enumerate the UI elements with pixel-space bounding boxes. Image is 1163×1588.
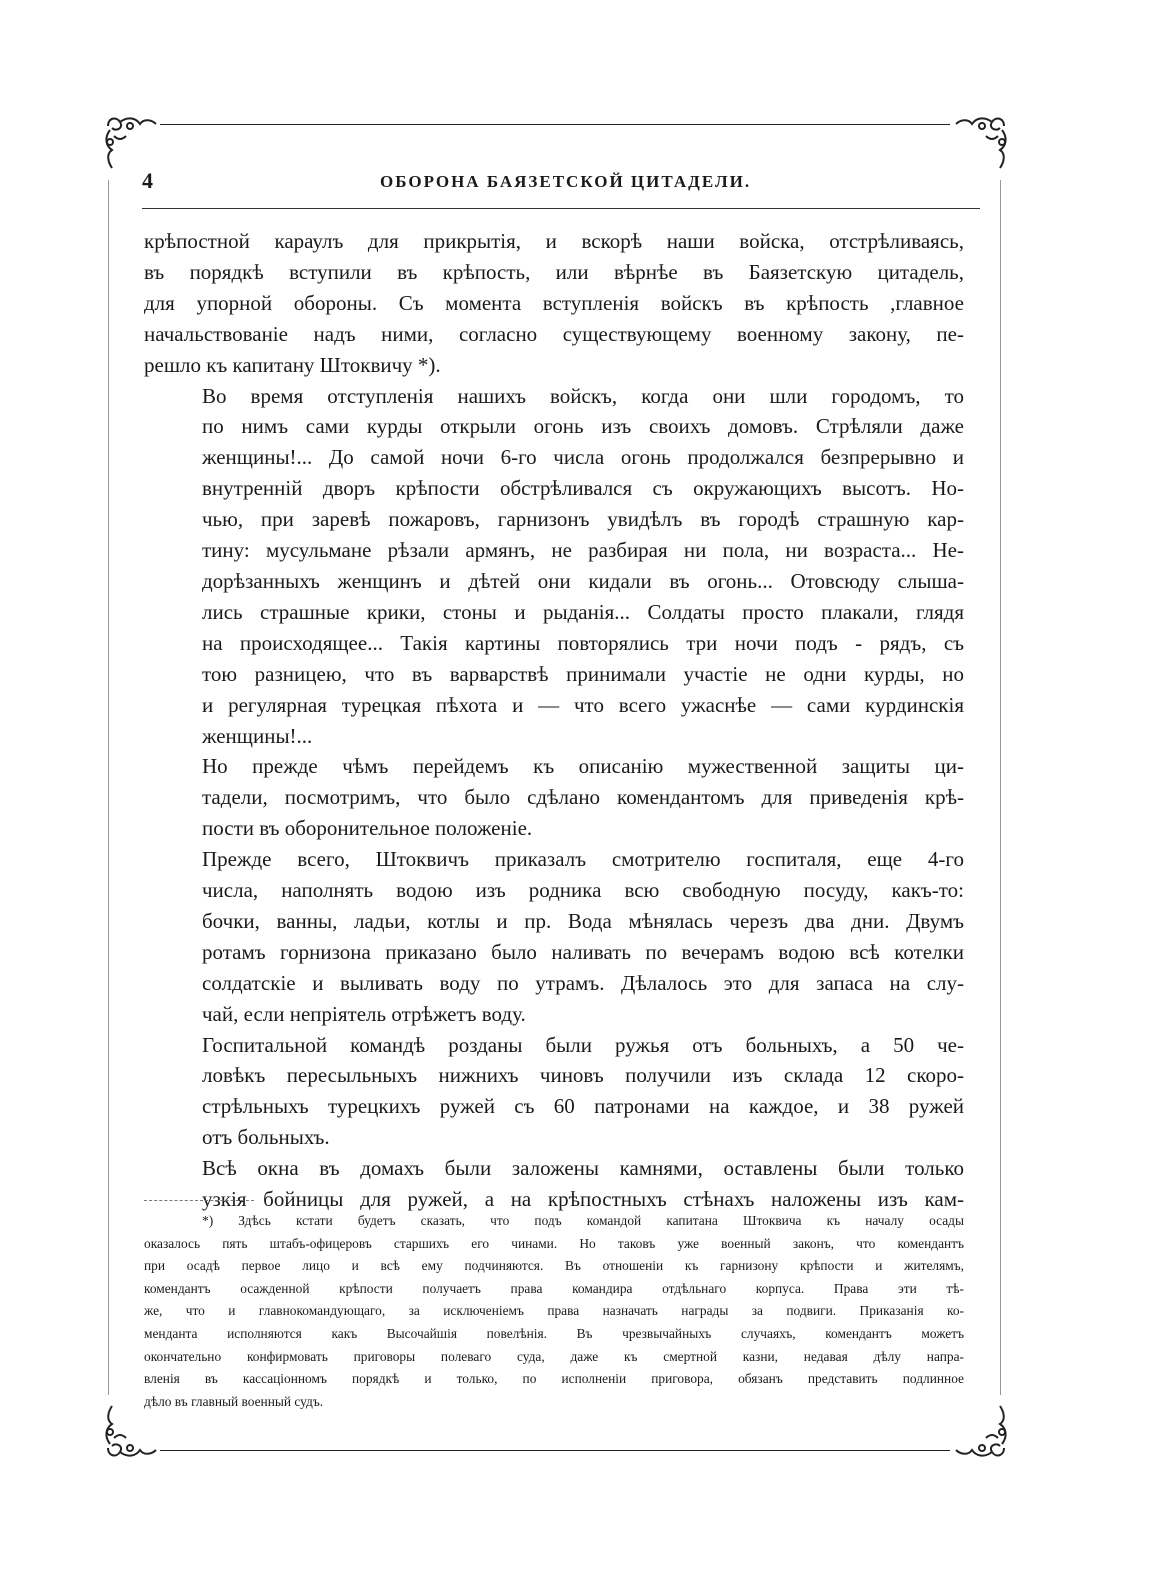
frame-left-rule xyxy=(108,180,109,1395)
text-line: Но прежде чѣмъ перейдемъ къ описанію мужественной защиты ци- xyxy=(202,754,964,779)
page-number: 4 xyxy=(142,168,153,193)
text-line: женщины!... До самой ночи 6-го числа огонь продолжался безпрерывно и xyxy=(202,445,964,470)
footnote-line: *) Здѣсь кстати будетъ сказать, что подъ командой капитана Штоквича къ началу осады xyxy=(202,1213,964,1228)
corner-ornament-icon xyxy=(100,112,162,174)
text-line: въ порядкѣ вступили въ крѣпость, или вѣрнѣе въ Баязетскую цитадель, xyxy=(144,259,964,284)
frame-top-rule xyxy=(160,124,950,125)
text-line: бочки, ванны, ладьи, котлы и пр. Вода мѣнялась черезъ два дни. Двумъ xyxy=(202,908,964,933)
text-line: по нимъ сами курды открыли огонь изъ своихъ домовъ. Стрѣляли даже xyxy=(202,414,964,439)
text-line: ловѣкъ пересыльныхъ нижнихъ чиновъ получили изъ склада 12 скоро- xyxy=(202,1063,964,1088)
text-line: женщины!... xyxy=(202,723,313,748)
text-line: чью, при заревѣ пожаровъ, гарнизонъ увидѣлъ въ городѣ страшную кар- xyxy=(202,507,964,532)
paragraph xyxy=(144,844,964,1029)
text-line: лись страшные крики, стоны и рыданія... Солдаты просто плакали, глядя xyxy=(202,599,964,624)
text-line: Госпитальной командѣ розданы были ружья отъ больныхъ, а 50 че- xyxy=(202,1032,964,1057)
text-line: чай, если непріятель отрѣжетъ воду. xyxy=(202,1001,526,1026)
body-text xyxy=(144,226,964,1215)
text-line: Во время отступленія нашихъ войскъ, когда они шли городомъ, то xyxy=(202,383,964,408)
paragraph xyxy=(144,1153,964,1215)
text-line: тину: мусульмане рѣзали армянъ, не разбирая ни пола, ни возраста... Не- xyxy=(202,538,964,563)
text-line: отъ больныхъ. xyxy=(202,1125,330,1150)
text-line: тою разницею, что въ варварствѣ принимали участіе не одни курды, но xyxy=(202,661,964,686)
text-line: решло къ капитану Штоквичу *). xyxy=(144,352,441,377)
paragraph xyxy=(144,226,964,381)
text-line: тадели, посмотримъ, что было сдѣлано комендантомъ для приведенія крѣ- xyxy=(202,785,964,810)
running-title: ОБОРОНА БАЯЗЕТСКОЙ ЦИТАДЕЛИ. xyxy=(380,172,752,191)
footnote-line: окончательно конфирмовать приговоры полеваго суда, даже къ смертной казни, недавая дѣлу напра- xyxy=(144,1348,964,1364)
paragraph xyxy=(144,751,964,844)
paragraph xyxy=(144,1030,964,1154)
footnote-line: менданта исполняются какъ Высочайшія повелѣнія. Въ чрезвычайныхъ случаяхъ, комендантъ можетъ xyxy=(144,1325,964,1341)
frame-right-rule xyxy=(1000,180,1001,1395)
corner-ornament-icon xyxy=(950,112,1012,174)
footnote-line: при осадѣ первое лицо и всѣ ему подчиняются. Въ отношеніи къ гарнизону крѣпости и жителямъ, xyxy=(144,1258,964,1274)
text-line: ротамъ горнизона приказано было наливать по вечерамъ водою всѣ котелки xyxy=(202,939,964,964)
footnote-line: оказалось пять штабъ-офицеровъ старшихъ его чинами. Но таковъ уже военный законъ, что комендантъ xyxy=(144,1235,964,1251)
frame-bottom-rule xyxy=(160,1450,950,1451)
text-line: Всѣ окна въ домахъ были заложены камнями, оставлены были только xyxy=(202,1156,964,1181)
text-line: пости въ оборонительное положеніе. xyxy=(202,816,533,841)
footnote-line: комендантъ осажденной крѣпости получаетъ права командира отдѣльнаго корпуса. Права эти тѣ- xyxy=(144,1280,964,1296)
text-line: и регулярная турецкая пѣхота и — что всего ужаснѣе — сами курдинскія xyxy=(202,692,964,717)
header-rule xyxy=(142,208,980,209)
text-line: начальствованіе надъ ними, согласно существующему военному закону, пе- xyxy=(144,321,964,346)
text-line: узкія бойницы для ружей, а на крѣпостныхъ стѣнахъ наложены изъ кам- xyxy=(202,1187,964,1212)
text-line: Прежде всего, Штоквичъ приказалъ смотрителю госпиталя, еще 4-го xyxy=(202,847,964,872)
text-line: стрѣльныхъ турецкихъ ружей съ 60 патронами на каждое, и 38 ружей xyxy=(202,1094,964,1119)
footnote-line: вленія въ кассаціонномъ порядкѣ и только, по исполненіи приговора, обязанъ представить подлинное xyxy=(144,1371,964,1387)
footnote-line: дѣло въ главный военный судъ. xyxy=(144,1393,324,1409)
text-line: числа, наполнять водою изъ родника всю свободную посуду, какъ-то: xyxy=(202,878,964,903)
paragraph xyxy=(144,381,964,752)
text-line: дорѣзанныхъ женщинъ и дѣтей они кидали въ огонь... Отовсюду слыша- xyxy=(202,568,964,593)
footnote-line: же, что и главнокомандующаго, за исключеніемъ права назначать награды за подвиги. Приказанія ко- xyxy=(144,1303,964,1319)
footnote-separator xyxy=(144,1200,254,1201)
text-line: внутренній дворъ крѣпости обстрѣливался съ окружающихъ высотъ. Но- xyxy=(202,476,964,501)
text-line: для упорной обороны. Съ момента вступленія войскъ въ крѣпость ,главное xyxy=(144,290,964,315)
footnote xyxy=(144,1210,964,1413)
text-line: на происходящее... Такія картины повторялись три ночи подъ - рядъ, съ xyxy=(202,630,964,655)
text-line: солдатскіе и выливать воду по утрамъ. Дѣлалось это для запаса на слу- xyxy=(202,970,964,995)
text-line: крѣпостной караулъ для прикрытія, и вскорѣ наши войска, отстрѣливаясь, xyxy=(144,229,964,253)
